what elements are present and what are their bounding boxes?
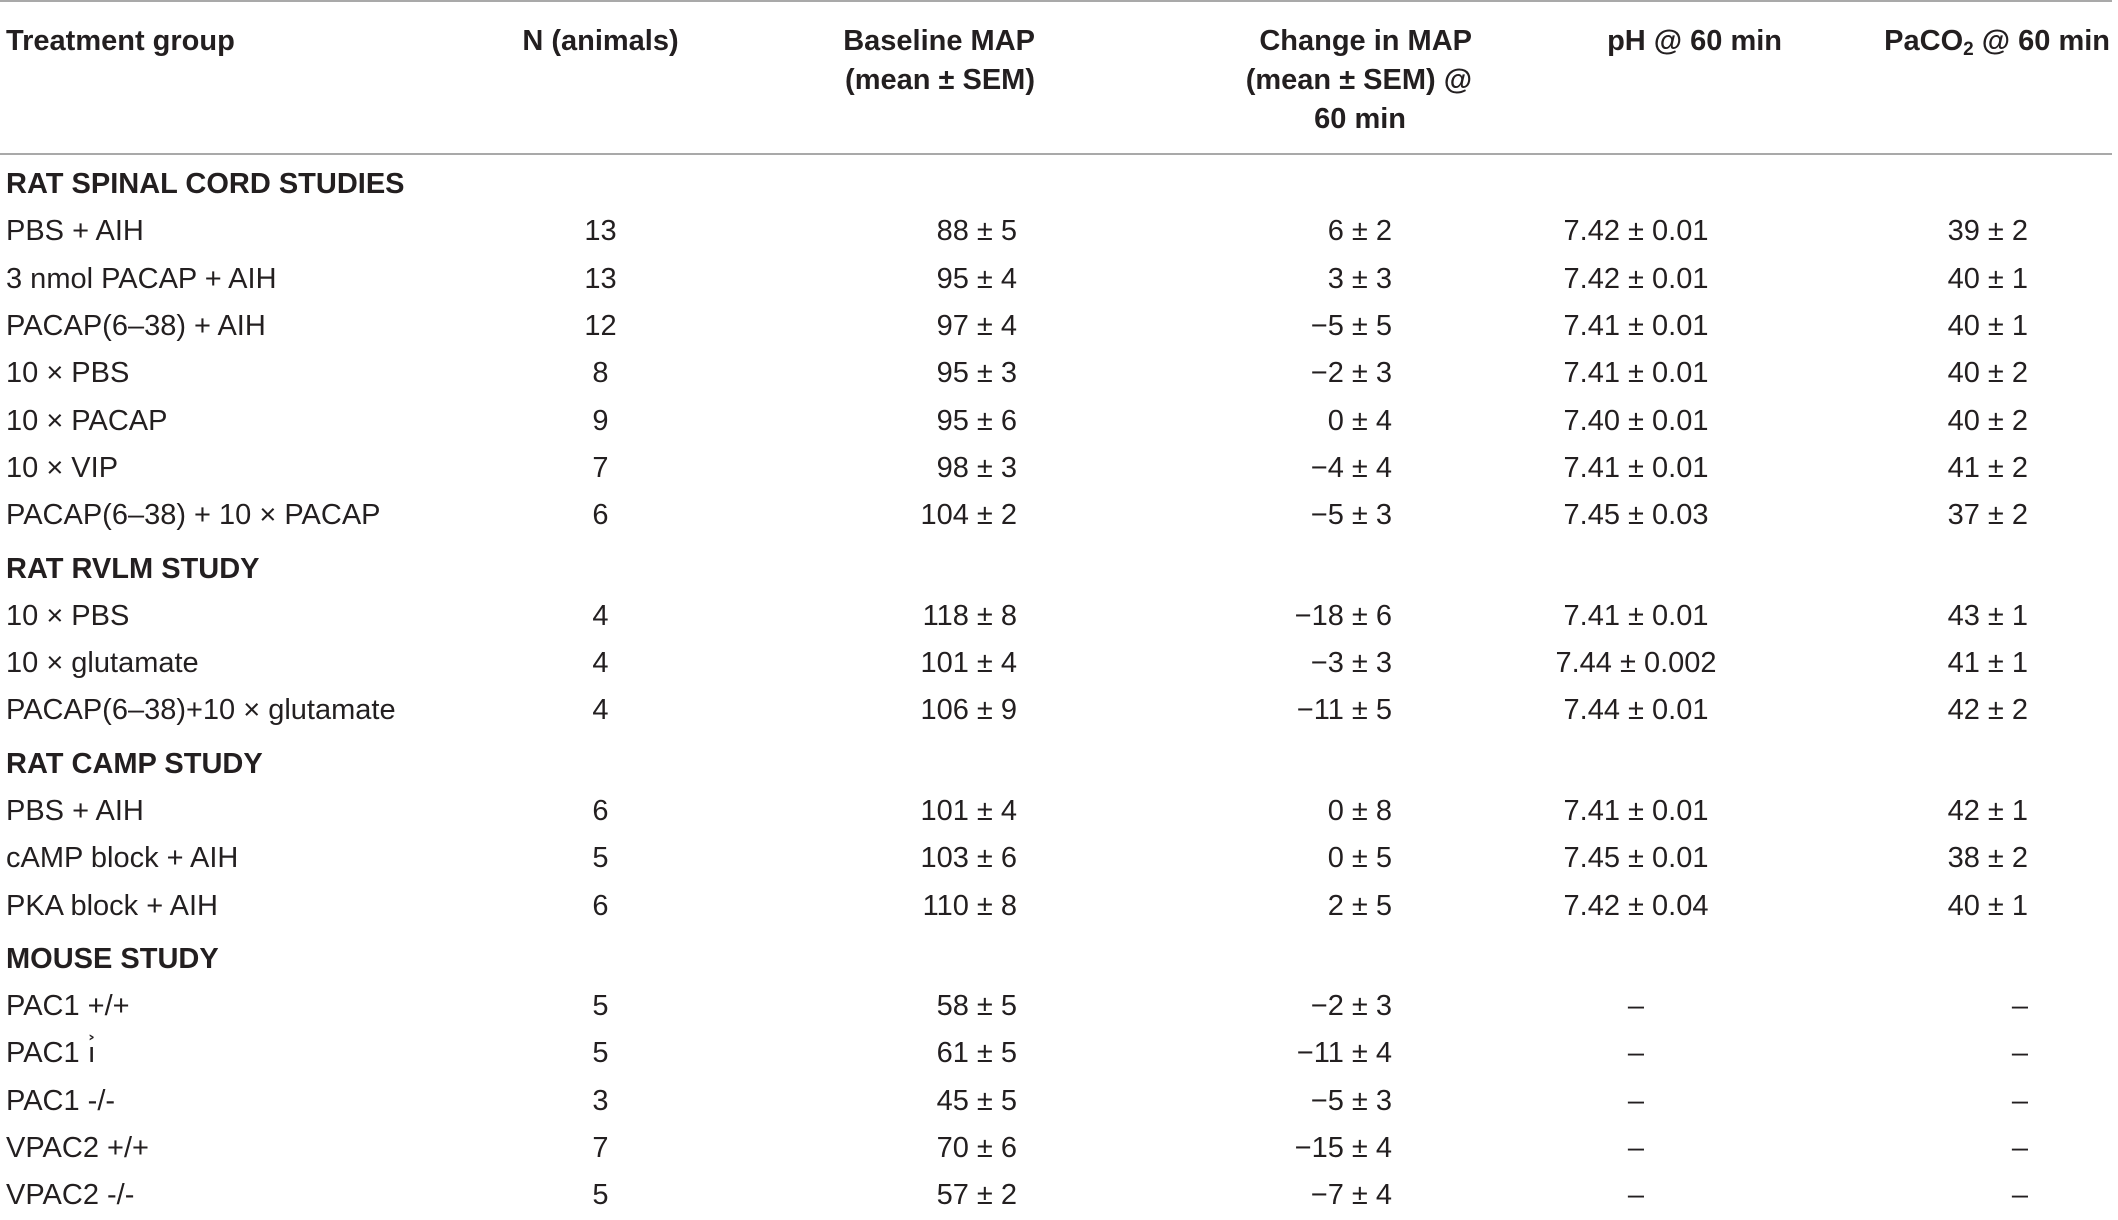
cell-baseline-map: 58 ± 5 [936, 990, 1017, 1023]
table-row [0, 687, 2112, 734]
cell-treatment-group: cAMP block + AIH [6, 842, 239, 875]
header-paco2-subscript: 2 [1963, 39, 1974, 60]
cell-change-map: −11 ± 5 [1296, 694, 1392, 727]
cell-n-animals: 5 [592, 1037, 609, 1070]
cell-treatment-group: PACAP(6–38) + 10 × PACAP [6, 499, 381, 532]
cell-change-map: −5 ± 3 [1310, 499, 1392, 532]
cell-n-animals: 4 [592, 599, 609, 632]
cell-ph: – [1627, 990, 1645, 1023]
table-row [0, 640, 2112, 687]
header-paco2 [1782, 1, 2112, 154]
table-header [0, 1, 2112, 154]
header-change-map [1071, 1, 1490, 154]
cell-n-animals: 12 [584, 310, 617, 343]
header-ph: pH @ 60 min [1490, 1, 1782, 154]
cell-baseline-map: 97 ± 4 [936, 310, 1017, 343]
header-paco2-prefix: PaCO [1884, 25, 1964, 57]
cell-n-animals: 6 [592, 795, 609, 827]
cell-ph: 7.42 ± 0.04 [1563, 889, 1709, 922]
cell-baseline-map: 106 ± 9 [920, 694, 1017, 727]
header-row [0, 1, 2112, 154]
cell-ph: – [1627, 1084, 1645, 1117]
cell-treatment-group: 3 nmol PACAP + AIH [6, 262, 277, 295]
section-row [0, 735, 2112, 788]
cell-change-map: −15 ± 4 [1294, 1132, 1392, 1165]
table-row [0, 882, 2112, 929]
cell-paco2: – [2011, 1132, 2028, 1165]
section-title: RAT SPINAL CORD STUDIES [6, 168, 405, 201]
table-row [0, 492, 2112, 539]
cell-paco2: 40 ± 2 [1947, 404, 2028, 437]
cell-change-map: −4 ± 4 [1310, 451, 1392, 484]
cell-change-map: −2 ± 3 [1310, 990, 1392, 1023]
section-row [0, 154, 2112, 208]
cell-ph: 7.40 ± 0.01 [1563, 404, 1709, 437]
table-row [0, 593, 2112, 640]
table-row [0, 208, 2112, 255]
cell-treatment-group: VPAC2 +/+ [6, 1132, 149, 1165]
cell-ph: 7.41 ± 0.01 [1563, 795, 1709, 827]
cell-change-map: 0 ± 4 [1327, 404, 1392, 437]
cell-paco2: 40 ± 1 [1947, 262, 2028, 295]
cell-baseline-map: 110 ± 8 [922, 889, 1017, 922]
header-change-line3: 60 min [1314, 103, 1406, 135]
cell-paco2: 38 ± 2 [1947, 842, 2028, 875]
cell-change-map: −7 ± 4 [1310, 1179, 1392, 1212]
cell-baseline-map: 95 ± 4 [936, 262, 1017, 295]
section-title: MOUSE STUDY [6, 942, 219, 975]
cell-n-animals: 5 [592, 842, 609, 875]
cell-baseline-map: 118 ± 8 [922, 599, 1017, 632]
section-row [0, 930, 2112, 983]
cell-paco2: 40 ± 1 [1947, 889, 2028, 922]
cell-paco2: – [2011, 1179, 2028, 1212]
cell-treatment-group: PACAP(6–38)+10 × glutamate [6, 694, 396, 727]
cell-baseline-map: 70 ± 6 [936, 1132, 1017, 1165]
cell-change-map: −3 ± 3 [1310, 647, 1392, 680]
cell-change-map: 0 ± 5 [1327, 842, 1392, 875]
cell-treatment-group: PACAP(6–38) + AIH [6, 310, 266, 343]
cell-ph: 7.41 ± 0.01 [1563, 310, 1709, 343]
header-change-line2: (mean ± SEM) @ [1245, 64, 1472, 96]
cell-change-map: 2 ± 5 [1327, 889, 1392, 922]
header-baseline-map [733, 1, 1071, 154]
cell-treatment-group: VPAC2 -/- [6, 1179, 135, 1212]
header-treatment-group: Treatment group [0, 1, 468, 154]
cell-change-map: −5 ± 5 [1310, 310, 1392, 343]
cell-paco2: 42 ± 1 [1947, 795, 2028, 827]
cell-ph: 7.41 ± 0.01 [1563, 599, 1709, 632]
cell-treatment-group: PAC1 -/- [6, 1084, 116, 1117]
table-row [0, 445, 2112, 492]
cell-change-map: −11 ± 4 [1296, 1037, 1392, 1070]
cell-treatment-group: 10 × glutamate [6, 647, 199, 680]
section-title: RAT RVLM STUDY [6, 552, 260, 585]
cell-ph: 7.41 ± 0.01 [1563, 451, 1709, 484]
cell-change-map: 3 ± 3 [1327, 262, 1392, 295]
cell-baseline-map: 101 ± 4 [920, 795, 1017, 827]
cell-ph: 7.44 ± 0.01 [1563, 694, 1709, 727]
cell-ph: – [1627, 1132, 1645, 1165]
cell-treatment-group: PAC1 +/+ [6, 990, 130, 1023]
cell-paco2: 40 ± 2 [1947, 357, 2028, 390]
table-row [0, 983, 2112, 1030]
cell-paco2: 42 ± 2 [1947, 694, 2028, 727]
cell-n-animals: 5 [592, 990, 609, 1023]
section-row [0, 539, 2112, 592]
cell-baseline-map: 101 ± 4 [920, 647, 1017, 680]
cell-paco2: 41 ± 2 [1947, 451, 2028, 484]
cell-paco2: 41 ± 1 [1947, 647, 2028, 680]
cell-treatment-group: 10 × PBS [6, 357, 130, 390]
cell-baseline-map: 103 ± 6 [920, 842, 1017, 875]
cell-ph: – [1627, 1179, 1645, 1212]
table-row [0, 835, 2112, 882]
cell-ph: 7.44 ± 0.002 [1555, 647, 1717, 680]
cell-ph: 7.45 ± 0.01 [1563, 842, 1709, 875]
cell-paco2: 43 ± 1 [1947, 599, 2028, 632]
cell-n-animals: 6 [592, 889, 609, 922]
cell-paco2: 37 ± 2 [1947, 499, 2028, 532]
cell-n-animals: 7 [592, 451, 609, 484]
cell-change-map: −18 ± 6 [1294, 599, 1392, 632]
cell-n-animals: 4 [592, 647, 609, 680]
table-row [0, 256, 2112, 303]
cell-ph: 7.42 ± 0.01 [1563, 262, 1709, 295]
cell-baseline-map: 95 ± 6 [936, 404, 1017, 437]
cell-n-animals: 9 [592, 404, 609, 437]
cell-ph: 7.41 ± 0.01 [1563, 357, 1709, 390]
cell-baseline-map: 45 ± 5 [936, 1084, 1017, 1117]
header-paco2-suffix: @ 60 min [1973, 25, 2110, 57]
cell-ph: – [1627, 1037, 1645, 1070]
header-n-animals: N (animals) [468, 1, 733, 154]
cell-n-animals: 13 [584, 215, 617, 248]
cell-change-map: −2 ± 3 [1310, 357, 1392, 390]
cell-n-animals: 8 [592, 357, 609, 390]
cell-n-animals: 7 [592, 1132, 609, 1165]
cell-n-animals: 3 [592, 1084, 609, 1117]
table-row [0, 1078, 2112, 1125]
cell-n-animals: 6 [592, 499, 609, 532]
cell-baseline-map: 104 ± 2 [920, 499, 1017, 532]
cell-treatment-group: 10 × PBS [6, 599, 130, 632]
table-body [0, 154, 2112, 1220]
header-change-line1: Change in MAP [1259, 25, 1472, 57]
cell-n-animals: 4 [592, 694, 609, 727]
cell-change-map: 0 ± 8 [1327, 795, 1392, 827]
cell-treatment-group: PBS + AIH [6, 215, 144, 248]
cell-paco2: – [2011, 1084, 2028, 1117]
cell-baseline-map: 95 ± 3 [936, 357, 1017, 390]
header-baseline-line2: (mean ± SEM) [845, 64, 1035, 96]
table-row [0, 1030, 2112, 1077]
cell-paco2: 40 ± 1 [1947, 310, 2028, 343]
cell-treatment-group: 10 × PACAP [6, 404, 168, 437]
cell-baseline-map: 61 ± 5 [936, 1037, 1017, 1070]
cell-treatment-group: PKA block + AIH [6, 889, 218, 922]
cell-paco2: 39 ± 2 [1947, 215, 2028, 248]
table-row [0, 1125, 2112, 1172]
cell-baseline-map: 98 ± 3 [936, 451, 1017, 484]
cell-n-animals: 5 [592, 1179, 609, 1212]
cell-treatment-group: PAC1 ı͐ [6, 1037, 96, 1070]
cell-change-map: 6 ± 2 [1327, 215, 1392, 248]
cell-ph: 7.45 ± 0.03 [1563, 499, 1709, 532]
section-title: RAT CAMP STUDY [6, 747, 263, 780]
cell-baseline-map: 88 ± 5 [936, 215, 1017, 248]
cell-treatment-group: PBS + AIH [6, 795, 144, 827]
table-row [0, 303, 2112, 350]
cell-paco2: – [2011, 1037, 2028, 1070]
cell-treatment-group: 10 × VIP [6, 451, 119, 484]
cell-change-map: −5 ± 3 [1310, 1084, 1392, 1117]
cell-paco2: – [2011, 990, 2028, 1023]
header-baseline-line1: Baseline MAP [843, 25, 1035, 57]
cell-ph: 7.42 ± 0.01 [1563, 215, 1709, 248]
cell-baseline-map: 57 ± 2 [936, 1179, 1017, 1212]
table-row [0, 1172, 2112, 1219]
table-row [0, 397, 2112, 444]
table-row [0, 788, 2112, 835]
cell-n-animals: 13 [584, 262, 617, 295]
table-row [0, 350, 2112, 397]
